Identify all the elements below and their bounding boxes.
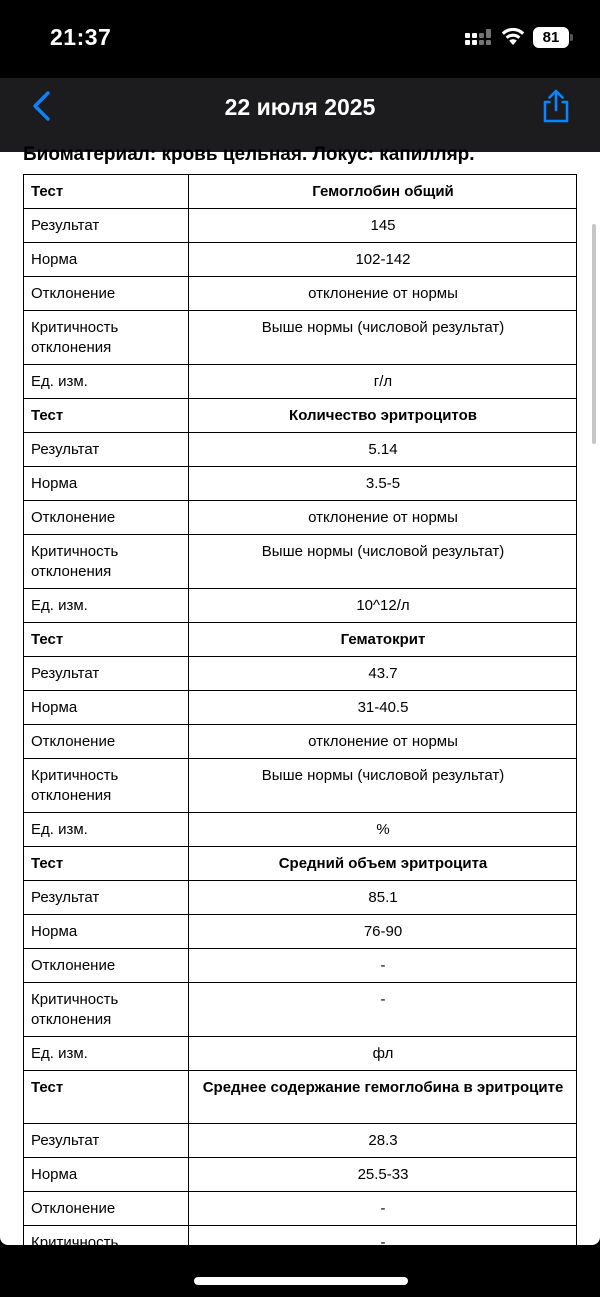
test-header-row <box>24 847 577 881</box>
row-label: Норма <box>24 467 189 501</box>
test-header-row <box>24 623 577 657</box>
row-value: % <box>189 813 577 847</box>
row-value: Выше нормы (числовой результат) <box>189 535 577 589</box>
row-label: Отклонение <box>24 725 189 759</box>
row-label: Ед. изм. <box>24 365 189 399</box>
table-row <box>24 657 577 691</box>
table-row <box>24 277 577 311</box>
table-row <box>24 243 577 277</box>
table-row <box>24 725 577 759</box>
test-header-label: Тест <box>24 1071 189 1124</box>
table-row <box>24 759 577 813</box>
row-label: Критичность отклонения <box>24 311 189 365</box>
row-label: Результат <box>24 209 189 243</box>
table-row <box>24 813 577 847</box>
table-row <box>24 691 577 725</box>
row-label: Критичность отклонения <box>24 983 189 1037</box>
table-row <box>24 949 577 983</box>
results-table <box>23 174 577 1280</box>
document-viewer[interactable] <box>0 144 600 1271</box>
row-value: фл <box>189 1037 577 1071</box>
test-header-label: Тест <box>24 399 189 433</box>
table-row <box>24 501 577 535</box>
row-value: 102-142 <box>189 243 577 277</box>
row-label: Отклонение <box>24 501 189 535</box>
row-value: 145 <box>189 209 577 243</box>
cellular-signal-icon <box>465 29 493 49</box>
table-row <box>24 311 577 365</box>
test-header-row <box>24 399 577 433</box>
row-label: Отклонение <box>24 1192 189 1226</box>
table-row <box>24 365 577 399</box>
table-row <box>24 1037 577 1071</box>
test-name: Средний объем эритроцита <box>189 847 577 881</box>
row-value: отклонение от нормы <box>189 725 577 759</box>
test-header-label: Тест <box>24 847 189 881</box>
scroll-indicator[interactable] <box>592 224 596 444</box>
share-icon[interactable] <box>540 88 572 124</box>
table-row <box>24 1192 577 1226</box>
row-value: 76-90 <box>189 915 577 949</box>
row-label: Критичность отклонения <box>24 759 189 813</box>
row-value: 31-40.5 <box>189 691 577 725</box>
row-value: 25.5-33 <box>189 1158 577 1192</box>
table-row <box>24 1158 577 1192</box>
battery-icon: 81 <box>533 27 569 48</box>
row-value: 10^12/л <box>189 589 577 623</box>
row-value: г/л <box>189 365 577 399</box>
row-label: Отклонение <box>24 949 189 983</box>
status-time: 21:37 <box>50 24 112 50</box>
row-label: Норма <box>24 1158 189 1192</box>
table-row <box>24 1124 577 1158</box>
table-row <box>24 589 577 623</box>
wifi-icon <box>500 26 526 46</box>
row-label: Критичность отклонения <box>24 535 189 589</box>
row-value: Выше нормы (числовой результат) <box>189 311 577 365</box>
table-row <box>24 433 577 467</box>
table-row <box>24 881 577 915</box>
row-label: Критичность отклонения <box>24 1226 189 1280</box>
table-row <box>24 535 577 589</box>
test-header-row <box>24 1071 577 1124</box>
test-name: Среднее содержание гемоглобина в эритроците <box>189 1071 577 1124</box>
row-value: 28.3 <box>189 1124 577 1158</box>
test-header-label: Тест <box>24 175 189 209</box>
row-value: - <box>189 1226 577 1280</box>
navigation-bar <box>0 78 600 152</box>
test-name: Количество эритроцитов <box>189 399 577 433</box>
row-label: Результат <box>24 433 189 467</box>
row-label: Норма <box>24 691 189 725</box>
row-value: отклонение от нормы <box>189 501 577 535</box>
row-value: 5.14 <box>189 433 577 467</box>
row-label: Ед. изм. <box>24 1037 189 1071</box>
test-name: Гемоглобин общий <box>189 175 577 209</box>
row-label: Норма <box>24 915 189 949</box>
test-name: Гематокрит <box>189 623 577 657</box>
table-row <box>24 1226 577 1280</box>
row-value: - <box>189 1192 577 1226</box>
battery-tip <box>570 34 573 41</box>
row-label: Норма <box>24 243 189 277</box>
row-value: отклонение от нормы <box>189 277 577 311</box>
row-value: Выше нормы (числовой результат) <box>189 759 577 813</box>
biomaterial-line: Биоматериал: кровь цельная. Локус: капилляр. <box>23 144 475 165</box>
table-row <box>24 209 577 243</box>
row-value: 3.5-5 <box>189 467 577 501</box>
test-header-label: Тест <box>24 623 189 657</box>
row-label: Результат <box>24 657 189 691</box>
row-value: 43.7 <box>189 657 577 691</box>
page-title: 22 июля 2025 <box>224 94 376 120</box>
row-label: Результат <box>24 1124 189 1158</box>
row-label: Результат <box>24 881 189 915</box>
status-bar <box>0 0 600 78</box>
table-row <box>24 915 577 949</box>
test-header-row <box>24 175 577 209</box>
home-indicator[interactable] <box>194 1277 408 1285</box>
row-value: - <box>189 949 577 983</box>
row-value: - <box>189 983 577 1037</box>
table-row <box>24 983 577 1037</box>
table-row <box>24 467 577 501</box>
row-value: 85.1 <box>189 881 577 915</box>
row-label: Ед. изм. <box>24 813 189 847</box>
row-label: Отклонение <box>24 277 189 311</box>
row-label: Ед. изм. <box>24 589 189 623</box>
